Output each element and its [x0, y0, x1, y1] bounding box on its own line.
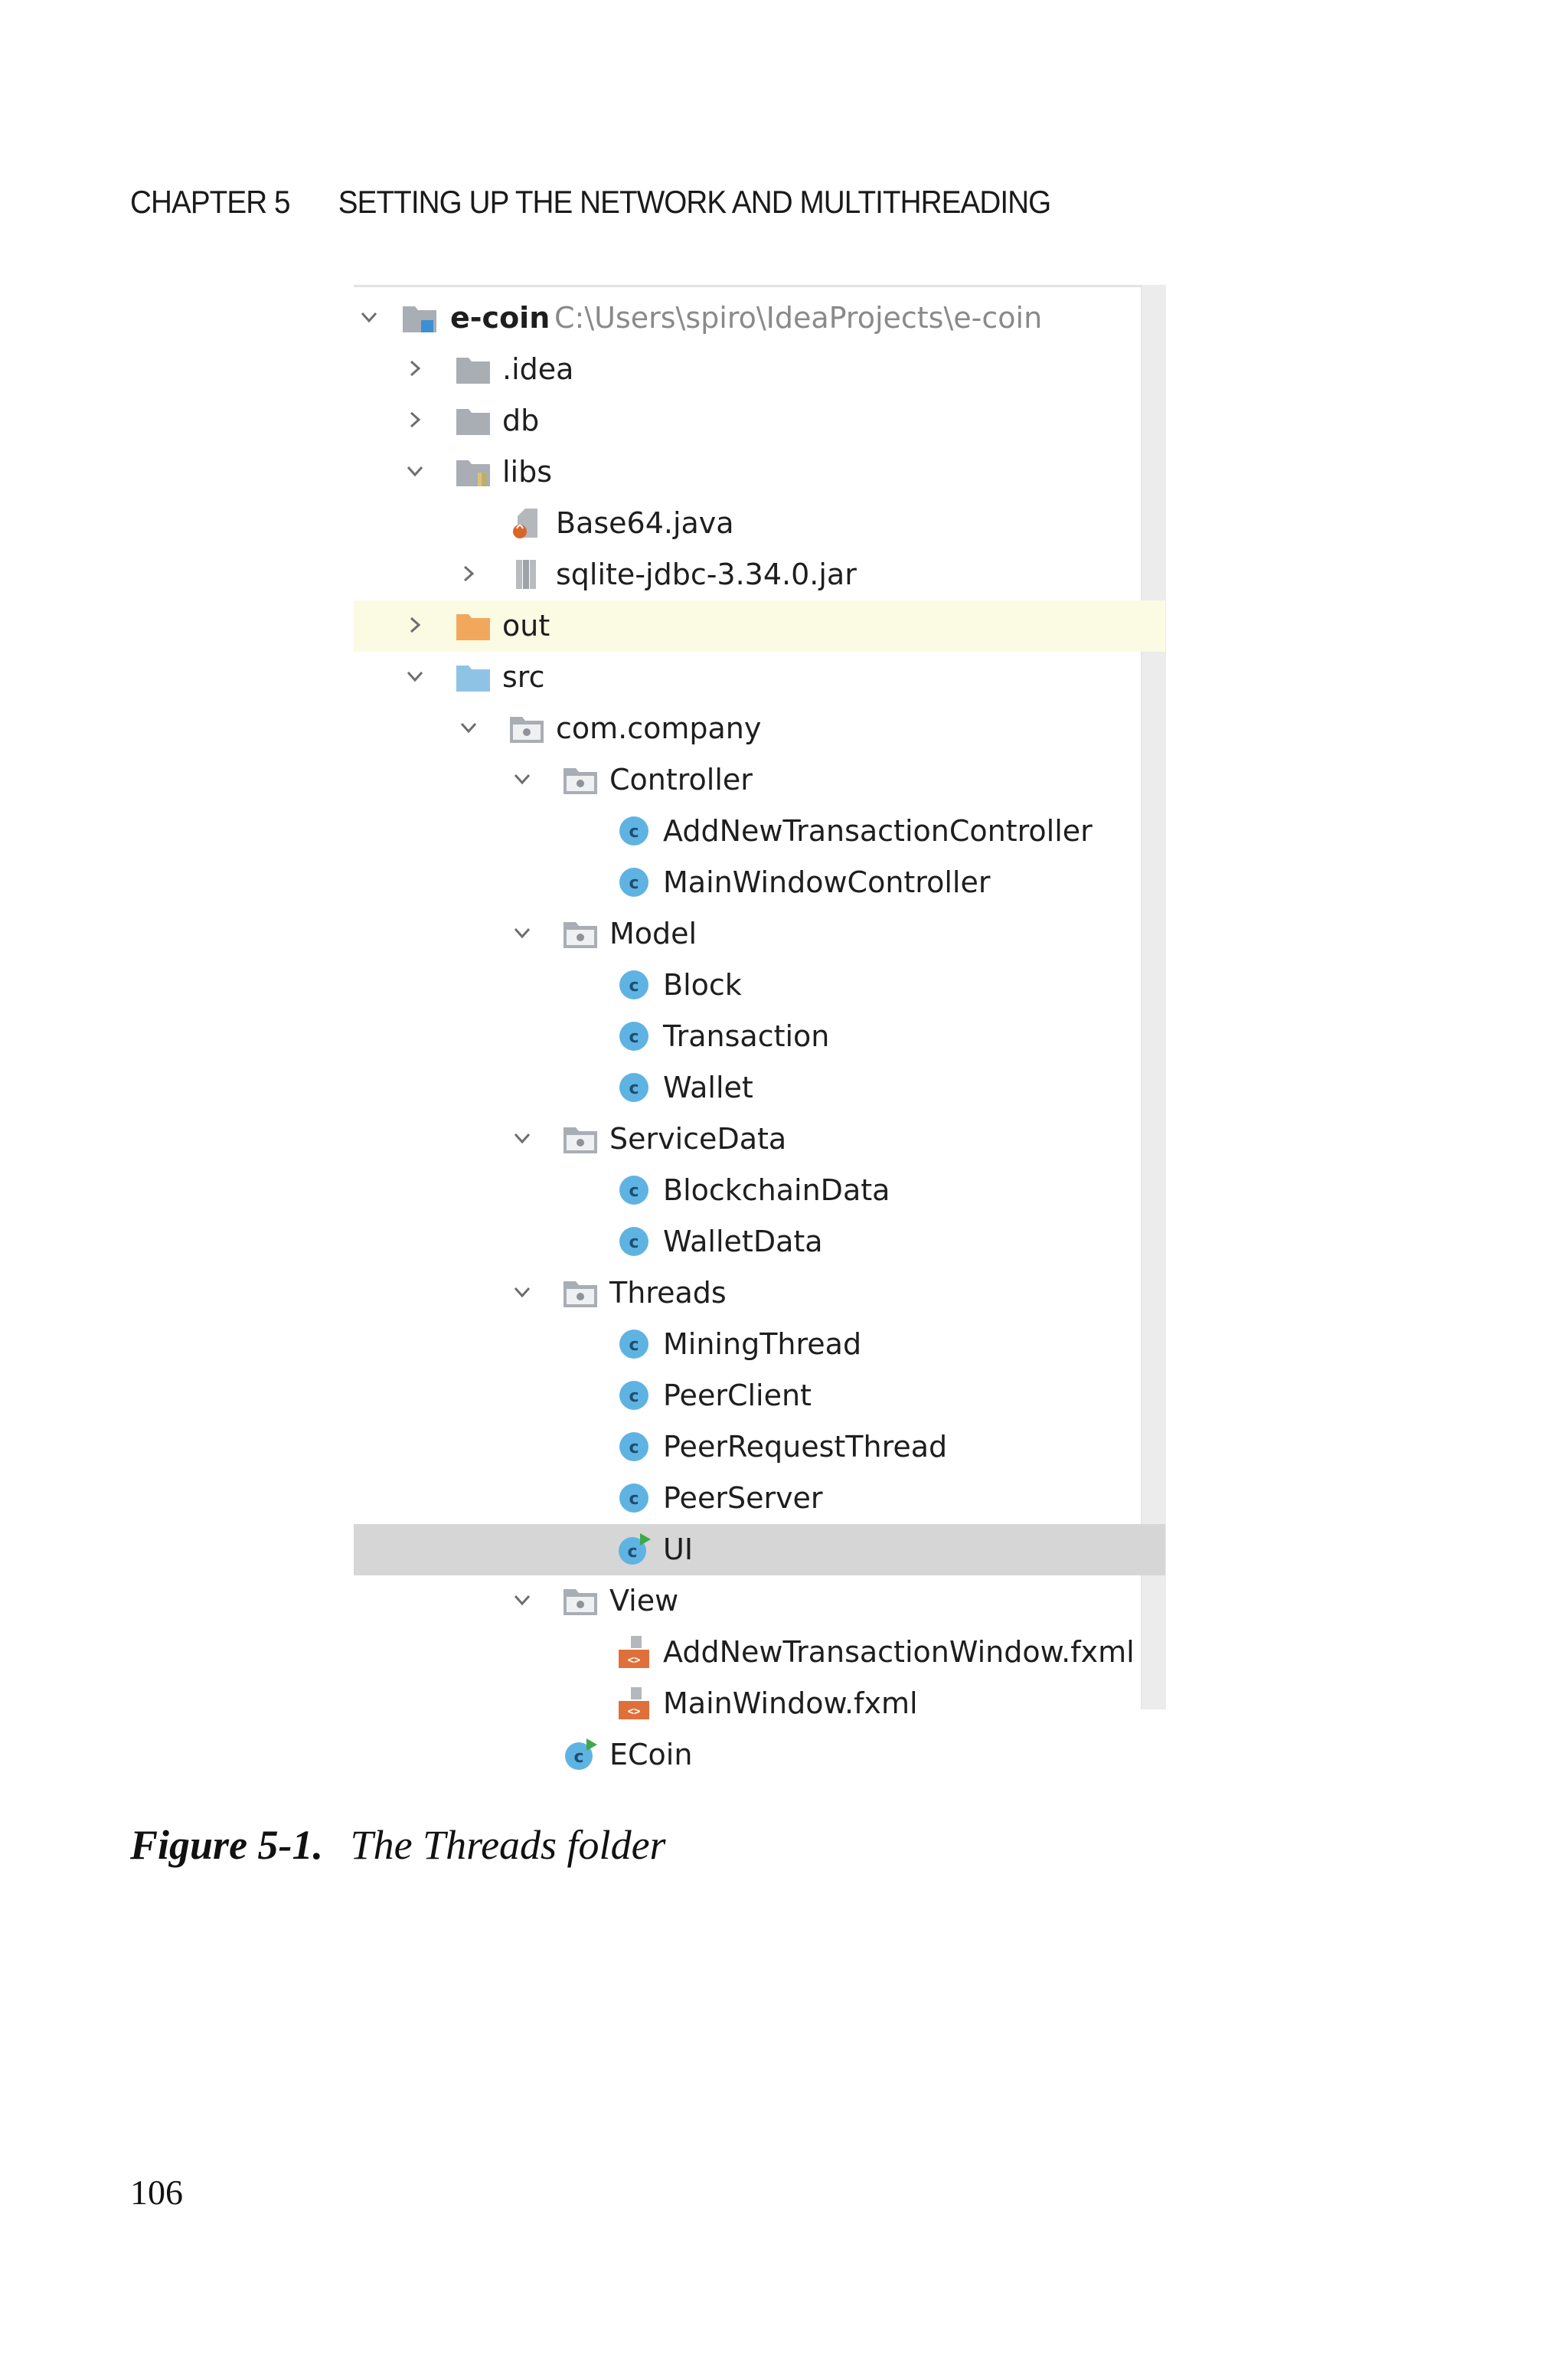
excluded-folder-icon — [455, 608, 492, 643]
tree-row-sqlite-jar[interactable] — [354, 549, 1141, 600]
tree-scrollbar[interactable] — [1141, 285, 1166, 1709]
tree-label: Model — [609, 917, 697, 950]
tree-row-service-data[interactable] — [354, 1114, 1141, 1165]
library-folder-icon — [455, 454, 492, 489]
source-folder-icon — [455, 659, 492, 695]
svg-text:c: c — [629, 823, 639, 842]
figure-number: Figure 5-1. — [130, 1822, 324, 1868]
tree-row-threads[interactable] — [354, 1268, 1141, 1319]
tree-label: MainWindowController — [663, 865, 991, 899]
tree-label: db — [502, 404, 540, 437]
class-icon — [616, 813, 652, 849]
tree-label: Threads — [609, 1276, 727, 1310]
tree-row-wallet-data[interactable] — [354, 1216, 1141, 1268]
tree-label: AddNewTransactionWindow.fxml — [663, 1635, 1135, 1669]
tree-label: PeerServer — [663, 1481, 823, 1515]
tree-label: WalletData — [663, 1225, 823, 1258]
tree-label: MainWindow.fxml — [663, 1686, 918, 1720]
tree-label: BlockchainData — [663, 1173, 890, 1207]
tree-row-blockchain-data[interactable] — [354, 1165, 1141, 1216]
tree-label: libs — [502, 455, 553, 489]
svg-text:c: c — [629, 1336, 639, 1355]
class-icon — [616, 1326, 652, 1362]
chevron-down-icon[interactable] — [507, 1123, 537, 1153]
svg-text:c: c — [629, 1387, 639, 1406]
class-icon — [616, 865, 652, 900]
figure-title: The Threads folder — [350, 1822, 666, 1868]
tree-label: MiningThread — [663, 1327, 862, 1361]
page-number: 106 — [130, 2173, 183, 2212]
tree-row-base64[interactable] — [354, 498, 1141, 549]
tree-row-model[interactable] — [354, 908, 1141, 960]
svg-text:<>: <> — [627, 1706, 641, 1718]
chevron-down-icon[interactable] — [507, 918, 537, 948]
chevron-right-icon[interactable] — [453, 558, 484, 589]
tree-row-com-company[interactable] — [354, 703, 1141, 754]
tree-row-view[interactable] — [354, 1575, 1141, 1627]
package-icon — [508, 711, 545, 746]
chevron-down-icon[interactable] — [507, 764, 537, 794]
tree-label: Controller — [609, 763, 753, 796]
tree-label: PeerRequestThread — [663, 1430, 948, 1464]
package-icon — [562, 1275, 599, 1310]
tree-label: PeerClient — [663, 1379, 812, 1412]
tree-row-ecoin[interactable] — [354, 1729, 1141, 1781]
jar-icon — [508, 557, 545, 592]
project-tree — [354, 285, 1165, 1786]
tree-label: ECoin — [609, 1738, 693, 1771]
svg-text:c: c — [629, 1182, 639, 1201]
figure-caption — [130, 1821, 666, 1869]
tree-label: src — [502, 660, 545, 694]
tree-row-ui[interactable] — [354, 1524, 1165, 1575]
tree-label: Wallet — [663, 1071, 753, 1104]
tree-label: sqlite-jdbc-3.34.0.jar — [556, 558, 857, 591]
svg-text:c: c — [627, 1542, 638, 1562]
package-icon — [562, 1121, 599, 1156]
svg-text:c: c — [629, 1490, 639, 1509]
svg-text:c: c — [573, 1748, 584, 1767]
class-icon — [616, 1070, 652, 1105]
folder-icon — [455, 352, 492, 387]
running-header — [130, 184, 1050, 221]
tree-row-peer-client[interactable] — [354, 1370, 1141, 1421]
tree-label: Transaction — [663, 1019, 830, 1053]
tree-row-peer-server[interactable] — [354, 1473, 1141, 1524]
java-file-icon — [508, 505, 545, 541]
svg-text:c: c — [629, 1233, 639, 1252]
tree-label: com.company — [556, 711, 762, 745]
class-icon — [616, 967, 652, 1003]
folder-icon — [455, 403, 492, 438]
class-icon — [616, 1429, 652, 1464]
fxml-file-icon — [616, 1634, 652, 1670]
tree-row-src[interactable] — [354, 652, 1141, 703]
chevron-down-icon[interactable] — [507, 1277, 537, 1307]
chevron-right-icon[interactable] — [400, 353, 430, 384]
tree-row-wallet[interactable] — [354, 1062, 1141, 1114]
class-icon — [616, 1224, 652, 1259]
tree-row-block[interactable] — [354, 960, 1141, 1011]
tree-label: Base64.java — [556, 506, 734, 540]
tree-label: View — [609, 1584, 679, 1617]
class-icon — [616, 1173, 652, 1208]
chevron-right-icon[interactable] — [400, 404, 430, 435]
tree-row-main-window-fxml[interactable] — [354, 1678, 1141, 1729]
chevron-down-icon[interactable] — [400, 456, 430, 486]
chapter-label: CHAPTER 5 — [130, 184, 290, 220]
tree-label: out — [502, 609, 550, 643]
tree-label: .idea — [502, 352, 574, 386]
class-icon — [616, 1480, 652, 1516]
svg-text:c: c — [629, 1079, 639, 1098]
chapter-title: SETTING UP THE NETWORK AND MULTITHREADING — [338, 184, 1051, 220]
package-icon — [562, 762, 599, 797]
tree-top-border — [354, 285, 1165, 287]
svg-text:<>: <> — [627, 1654, 641, 1667]
chevron-down-icon[interactable] — [354, 302, 384, 332]
tree-row-e-coin[interactable] — [354, 293, 1141, 344]
tree-row-main-window-controller[interactable] — [354, 857, 1141, 908]
tree-row-peer-request-thread[interactable] — [354, 1421, 1141, 1473]
tree-row-mining-thread[interactable] — [354, 1319, 1141, 1370]
chevron-down-icon[interactable] — [453, 712, 484, 743]
tree-row-add-new-transaction-controller[interactable] — [354, 806, 1141, 857]
class-icon — [616, 1378, 652, 1413]
tree-row-idea[interactable] — [354, 344, 1141, 395]
tree-label: Block — [663, 968, 742, 1002]
class-icon — [616, 1019, 652, 1054]
runnable-class-icon — [562, 1737, 599, 1772]
chevron-down-icon[interactable] — [507, 1585, 537, 1615]
svg-text:c: c — [629, 874, 639, 893]
tree-row-controller[interactable] — [354, 754, 1141, 806]
tree-label: UI — [663, 1532, 694, 1566]
package-icon — [562, 916, 599, 951]
svg-text:c: c — [629, 976, 639, 996]
runnable-class-icon — [616, 1532, 652, 1567]
tree-row-add-new-transaction-window-fxml[interactable] — [354, 1627, 1141, 1678]
tree-row-libs[interactable] — [354, 446, 1141, 498]
tree-label-root: e-coin — [450, 301, 550, 335]
package-icon — [562, 1583, 599, 1618]
fxml-file-icon — [616, 1686, 652, 1721]
chevron-right-icon[interactable] — [400, 610, 430, 640]
tree-row-db[interactable] — [354, 395, 1141, 446]
root-path: C:\Users\spiro\IdeaProjects\e-coin — [554, 301, 1043, 335]
chevron-down-icon[interactable] — [400, 661, 430, 692]
tree-row-out[interactable] — [354, 600, 1165, 652]
svg-text:c: c — [629, 1028, 639, 1047]
tree-label: AddNewTransactionController — [663, 814, 1093, 848]
svg-text:c: c — [629, 1438, 639, 1457]
tree-row-transaction[interactable] — [354, 1011, 1141, 1062]
tree-label: ServiceData — [609, 1122, 787, 1156]
module-folder-icon — [401, 300, 438, 335]
